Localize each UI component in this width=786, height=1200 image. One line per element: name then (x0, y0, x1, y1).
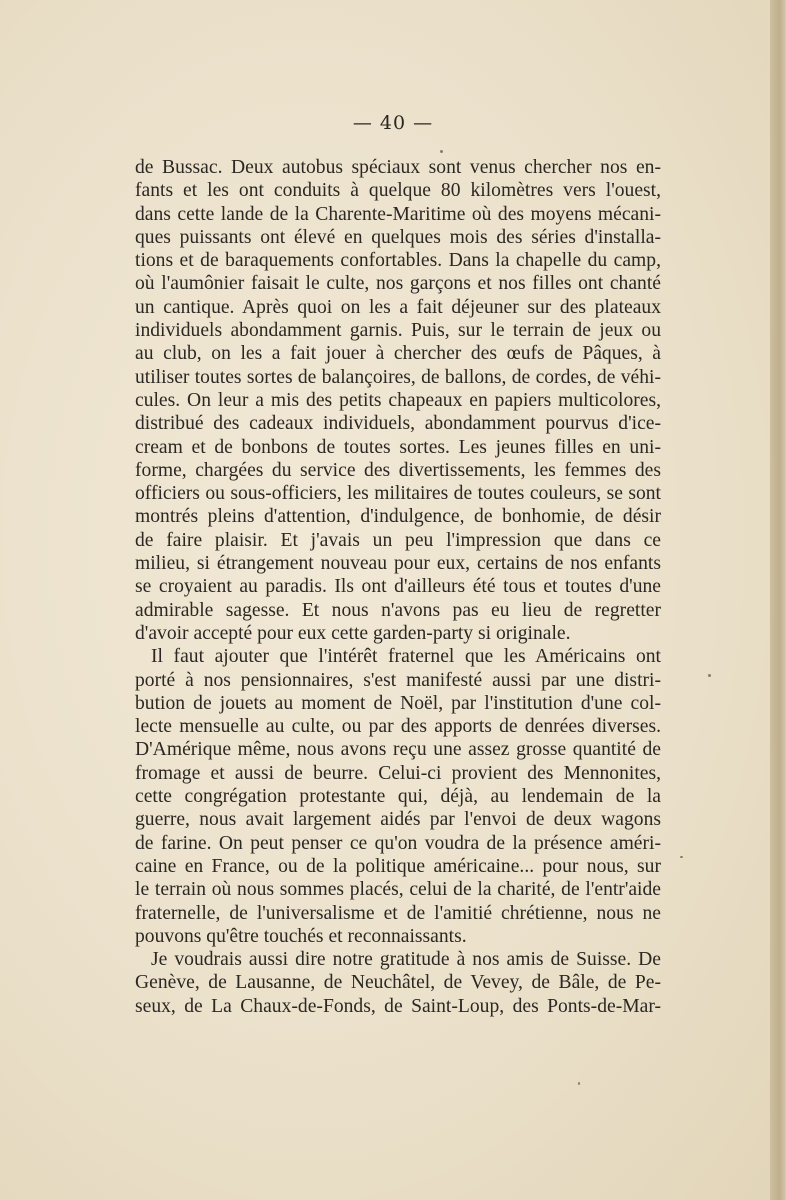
page-body (135, 156, 661, 1018)
text-line: utiliser toutes sortes de balançoires, de ballons, de cordes, de véhi- (135, 366, 661, 388)
text-line: Je voudrais aussi dire notre gratitude à nos amis de Suisse. De (151, 949, 661, 971)
text-line: de faire plaisir. Et j'avais un peu l'impression que dans ce (135, 529, 661, 551)
paper-speck (680, 856, 683, 858)
text-line: D'Amérique même, nous avons reçu une assez grosse quantité de (135, 739, 661, 761)
text-line: de farine. On peut penser ce qu'on voudra de la présence améri- (135, 832, 661, 854)
paragraph-2 (135, 645, 661, 948)
text-line: admirable sagesse. Et nous n'avons pas eu lieu de regretter (135, 599, 661, 621)
text-line: cette congrégation protestante qui, déjà, au lendemain de la (135, 786, 661, 808)
paper-speck (440, 150, 443, 153)
text-line: le terrain où nous sommes placés, celui de la charité, de l'entr'aide (135, 879, 661, 901)
text-line: porté à nos pensionnaires, s'est manifesté aussi par une distri- (135, 669, 661, 691)
text-line: distribué des cadeaux individuels, abondamment pourvus d'ice- (135, 413, 661, 435)
text-line: où l'aumônier faisait le culte, nos garçons et nos filles ont chanté (135, 273, 661, 295)
paper-speck (578, 1082, 580, 1085)
text-line: forme, chargées du service des divertissements, les femmes des (135, 459, 661, 481)
paper-speck (708, 674, 711, 677)
text-line: fraternelle, de l'universalisme et de l'amitié chrétienne, nous ne (135, 902, 661, 924)
text-line: officiers ou sous-officiers, les militaires de toutes couleurs, se sont (135, 483, 661, 505)
text-line: fants et les ont conduits à quelque 80 kilomètres vers l'ouest, (135, 180, 661, 202)
text-line: montrés pleins d'attention, d'indulgence, de bonhomie, de désir (135, 506, 661, 528)
text-line: tions et de baraquements confortables. Dans la chapelle du camp, (135, 250, 661, 272)
text-line: seux, de La Chaux-de-Fonds, de Saint-Loup, des Ponts-de-Mar- (135, 995, 661, 1017)
text-line: guerre, nous avait largement aidés par l'envoi de deux wagons (135, 809, 661, 831)
text-line: Genève, de Lausanne, de Neuchâtel, de Vevey, de Bâle, de Pe- (135, 972, 661, 994)
text-line: pouvons qu'être touchés et reconnaissants. (135, 925, 467, 947)
paragraph-3 (135, 948, 661, 1018)
text-line: cules. On leur a mis des petits chapeaux en papiers multicolores, (135, 389, 661, 411)
text-line: d'avoir accepté pour eux cette garden-party si originale. (135, 622, 571, 644)
page-fold-edge (770, 0, 786, 1200)
text-line: ques puissants ont élevé en quelques mois des séries d'installa- (135, 226, 661, 248)
paragraph-1 (135, 156, 661, 645)
text-line: Il faut ajouter que l'intérêt fraternel que les Américains ont (151, 646, 661, 668)
text-line: milieu, si étrangement nouveau pour eux, certains de nos enfants (135, 553, 661, 575)
text-line: un cantique. Après quoi on les a fait déjeuner sur des plateaux (135, 296, 661, 318)
text-line: fromage et aussi de beurre. Celui-ci provient des Mennonites, (135, 762, 661, 784)
text-line: caine en France, ou de la politique américaine... pour nous, sur (135, 855, 661, 877)
text-line: individuels abondamment garnis. Puis, sur le terrain de jeux ou (135, 320, 661, 342)
text-line: cream et de bonbons de toutes sortes. Les jeunes filles en uni- (135, 436, 661, 458)
text-line: lecte mensuelle au culte, ou par des apports de denrées diverses. (135, 716, 661, 738)
text-line: au club, on les a fait jouer à chercher des œufs de Pâques, à (135, 343, 661, 365)
text-line: se croyaient au paradis. Ils ont d'ailleurs été tous et toutes d'une (135, 576, 661, 598)
text-line: de Bussac. Deux autobus spéciaux sont venus chercher nos en- (135, 157, 661, 178)
text-line: dans cette lande de la Charente-Maritime où des moyens mécani- (135, 203, 661, 225)
page-number: — 40 — (352, 112, 434, 134)
text-line: bution de jouets au moment de Noël, par l'institution d'une col- (135, 692, 661, 714)
